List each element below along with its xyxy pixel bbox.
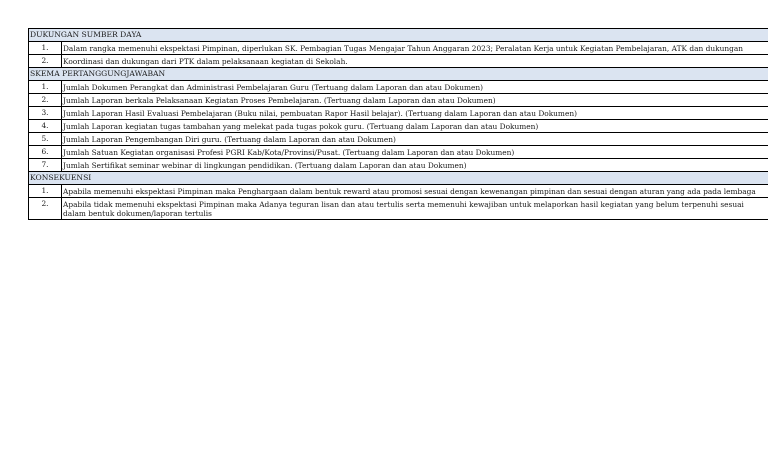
- table-row: [29, 159, 768, 172]
- document-table: [28, 28, 768, 220]
- table-row: [29, 107, 768, 120]
- row-number: 6.: [29, 146, 62, 158]
- table-row: [29, 133, 768, 146]
- row-number: 3.: [29, 107, 62, 119]
- row-text: Jumlah Laporan kegiatan tugas tambahan yang melekat pada tugas pokok guru. (Tertuang dalam Laporan dan atau Dokumen): [63, 121, 539, 131]
- table-row: [29, 55, 768, 68]
- table-row: [29, 94, 768, 107]
- table-row: [29, 146, 768, 159]
- row-text: Jumlah Dokumen Perangkat dan Administrasi Pembelajaran Guru (Tertuang dalam Laporan dan atau Dokumen): [63, 82, 484, 92]
- section-title: SKEMA PERTANGGUNGJAWABAN: [30, 69, 166, 78]
- row-number: 1.: [29, 185, 62, 197]
- section-header-dukungan-sumber-daya: [29, 29, 768, 42]
- row-number: 2.: [29, 198, 62, 219]
- row-text: Jumlah Sertifikat seminar webinar di lingkungan pendidikan. (Tertuang dalam Laporan dan atau Dokumen): [63, 160, 467, 170]
- section-title: KONSEKUENSI: [30, 173, 92, 182]
- table-row: [29, 198, 768, 220]
- section-header-konsekuensi: [29, 172, 768, 185]
- row-number: 2.: [29, 94, 62, 106]
- row-text: Koordinasi dan dukungan dari PTK dalam pelaksanaan kegiatan di Sekolah.: [63, 56, 348, 66]
- row-text: Jumlah Laporan berkala Pelaksanaan Kegiatan Proses Pembelajaran. (Tertuang dalam Laporan dan atau Dokumen): [63, 95, 496, 105]
- row-number: 2.: [29, 55, 62, 67]
- row-text: Jumlah Laporan Hasil Evaluasi Pembelajaran (Buku nilai, pembuatan Rapor Hasil belajar). (Tertuang dalam Laporan dan atau Dokumen): [63, 108, 577, 118]
- section-header-skema-pertanggungjawaban: [29, 68, 768, 81]
- row-text: Apabila tidak memenuhi ekspektasi Pimpinan maka Adanya teguran lisan dan atau tertulis serta memenuhi kewajiban untuk melaporkan hasil kegiatan yang belum terpenuhi sesuai: [63, 199, 744, 209]
- row-number: 1.: [29, 42, 62, 54]
- table-row: [29, 185, 768, 198]
- table-row: [29, 42, 768, 55]
- row-text: Jumlah Satuan Kegiatan organisasi Profesi PGRI Kab/Kota/Provinsi/Pusat. (Tertuang dalam Laporan dan atau Dokumen): [63, 147, 515, 157]
- row-text-continuation: dalam bentuk dokumen/laporan tertulis: [63, 208, 212, 218]
- row-text: Jumlah Laporan Pengembangan Diri guru. (Tertuang dalam Laporan dan atau Dokumen): [63, 134, 396, 144]
- row-number: 5.: [29, 133, 62, 145]
- section-title: DUKUNGAN SUMBER DAYA: [30, 30, 142, 39]
- row-number: 4.: [29, 120, 62, 132]
- row-text-block: [62, 198, 768, 219]
- row-text: Apabila memenuhi ekspektasi Pimpinan maka Penghargaan dalam bentuk reward atau promosi sesuai dengan kewenangan pimpinan dan sesuai dengan aturan yang ada pada lembaga: [63, 186, 756, 196]
- row-text: Dalam rangka memenuhi ekspektasi Pimpinan, diperlukan SK. Pembagian Tugas Mengajar Tahun Anggaran 2023; Peralatan Kerja untuk Kegiatan Pembelajaran, ATK dan dukungan: [63, 43, 743, 53]
- table-row: [29, 120, 768, 133]
- row-number: 7.: [29, 159, 62, 171]
- table-row: [29, 81, 768, 94]
- row-number: 1.: [29, 81, 62, 93]
